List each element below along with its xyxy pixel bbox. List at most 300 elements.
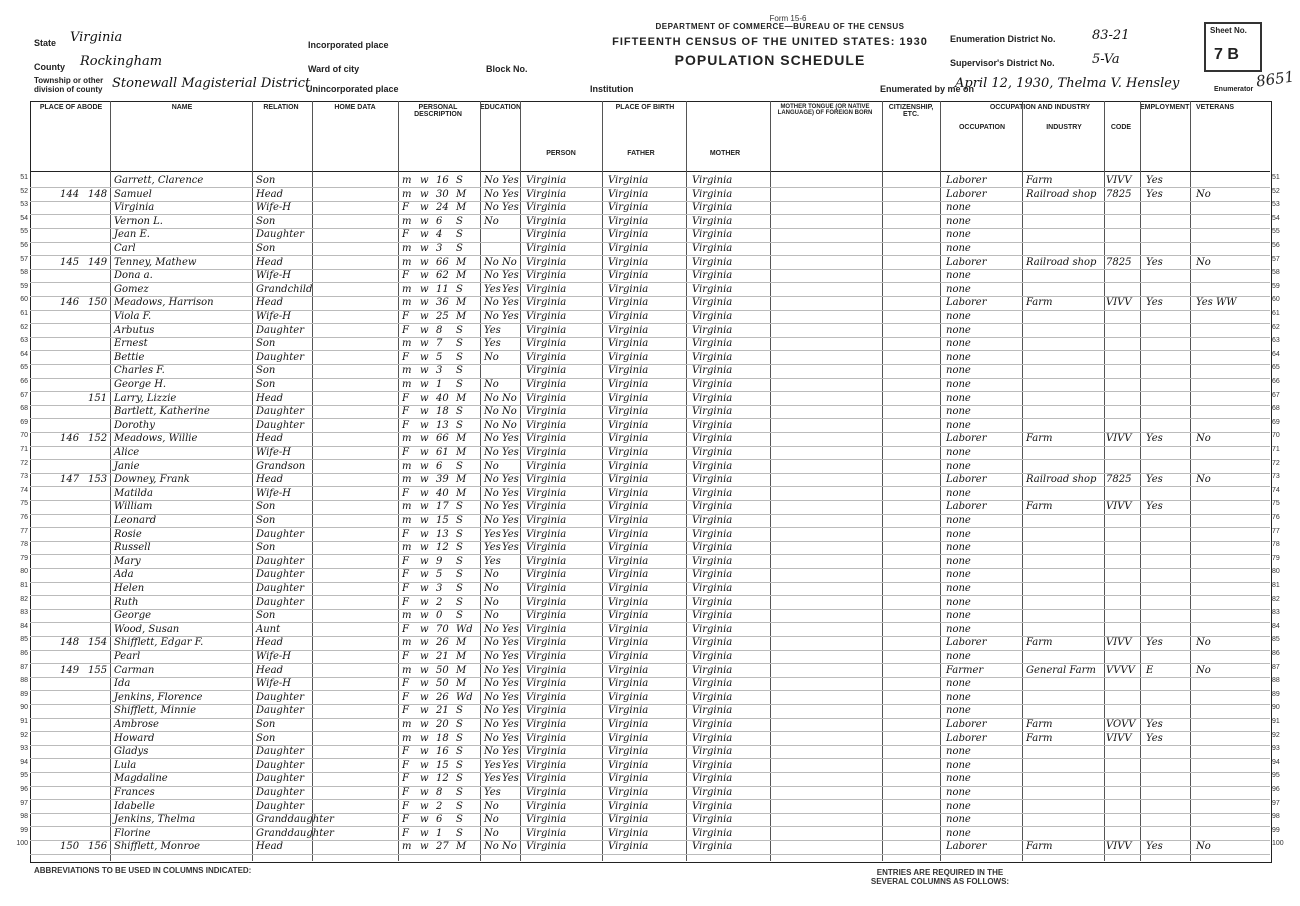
- sex: m: [402, 719, 412, 730]
- table-row: [30, 460, 1270, 474]
- birthplace-person: Virginia: [526, 542, 567, 554]
- age: 5: [436, 569, 443, 581]
- line-number-right: 76: [1272, 514, 1280, 521]
- industry: Farm: [1026, 433, 1053, 445]
- marital-status: S: [456, 528, 463, 540]
- line-number: 67: [20, 391, 28, 399]
- relation: Head: [256, 392, 284, 404]
- table-row: [30, 732, 1270, 746]
- line-number-right: 91: [1272, 718, 1280, 725]
- relation: Head: [256, 841, 284, 853]
- veteran: No: [1196, 433, 1211, 445]
- relation: Son: [256, 175, 276, 186]
- marital-status: S: [456, 814, 463, 826]
- attended-school: No: [484, 447, 499, 458]
- line-number: 51: [20, 174, 28, 181]
- marital-status: M: [456, 297, 467, 309]
- can-read: Yes: [502, 678, 519, 690]
- line-number: 71: [20, 446, 28, 453]
- race: w: [420, 678, 429, 690]
- birthplace-father: Virginia: [608, 379, 649, 390]
- sex: m: [402, 610, 412, 622]
- line-number-right: 70: [1272, 432, 1280, 440]
- age: 0: [436, 610, 443, 622]
- birthplace-person: Virginia: [526, 202, 567, 214]
- line-number-right: 74: [1272, 486, 1280, 494]
- sex: F: [402, 555, 409, 567]
- line-number-right: 63: [1272, 337, 1280, 345]
- subhdr-code: CODE: [1110, 124, 1132, 131]
- marital-status: S: [456, 175, 463, 186]
- county-label: County: [34, 62, 65, 72]
- line-number: 99: [20, 826, 28, 834]
- person-name: Bartlett, Katherine: [114, 406, 210, 418]
- age: 6: [436, 215, 443, 227]
- occupation-code: VIVV: [1106, 732, 1132, 744]
- occupation: Laborer: [946, 175, 987, 186]
- marital-status: S: [456, 610, 463, 622]
- veteran: No: [1196, 474, 1211, 486]
- relation: Daughter: [256, 583, 304, 594]
- sex: F: [402, 691, 409, 703]
- race: w: [420, 746, 429, 758]
- line-number-right: 57: [1272, 255, 1280, 263]
- occupation: none: [946, 773, 971, 785]
- marital-status: M: [456, 311, 467, 322]
- birthplace-mother: Virginia: [692, 583, 733, 594]
- occupation-code: VIVV: [1106, 841, 1132, 853]
- relation: Daughter: [256, 229, 304, 241]
- sex: F: [402, 678, 409, 690]
- age: 2: [436, 596, 443, 608]
- occupation: none: [946, 215, 971, 227]
- relation: Daughter: [256, 746, 304, 758]
- attended-school: No: [484, 175, 499, 186]
- birthplace-father: Virginia: [608, 664, 649, 676]
- age: 24: [436, 202, 449, 214]
- can-read: Yes: [502, 664, 519, 676]
- birthplace-mother: Virginia: [692, 460, 733, 472]
- birthplace-person: Virginia: [526, 324, 567, 336]
- industry: Farm: [1026, 732, 1053, 744]
- dwelling-number: 149: [60, 664, 80, 676]
- birthplace-person: Virginia: [526, 270, 567, 282]
- occupation-code: VIVV: [1106, 433, 1132, 445]
- age: 13: [436, 419, 449, 431]
- occupation: none: [946, 814, 971, 826]
- can-read: Yes: [502, 759, 519, 771]
- line-number: 95: [20, 772, 28, 780]
- birthplace-mother: Virginia: [692, 338, 733, 350]
- enumerated-value: April 12, 1930, Thelma V. Hensley: [955, 76, 1180, 91]
- line-number: 88: [20, 677, 28, 685]
- birthplace-father: Virginia: [608, 678, 649, 690]
- person-name: Arbutus: [114, 324, 155, 336]
- industry: General Farm: [1026, 664, 1096, 676]
- age: 16: [436, 746, 449, 758]
- employed: Yes: [1146, 175, 1163, 186]
- occupation-code: 7825: [1106, 474, 1132, 486]
- birthplace-person: Virginia: [526, 841, 567, 853]
- line-number: 52: [20, 187, 28, 195]
- person-name: Alice: [114, 447, 140, 458]
- can-read: No: [502, 392, 517, 404]
- age: 15: [436, 515, 449, 526]
- line-number-right: 83: [1272, 609, 1280, 617]
- birthplace-person: Virginia: [526, 814, 567, 826]
- person-name: Idabelle: [114, 800, 155, 812]
- birthplace-mother: Virginia: [692, 283, 733, 295]
- sex: F: [402, 773, 409, 785]
- race: w: [420, 311, 429, 322]
- race: w: [420, 705, 429, 717]
- birthplace-person: Virginia: [526, 351, 567, 363]
- sex: F: [402, 787, 409, 798]
- can-read: Yes: [502, 542, 519, 554]
- person-name: Tenney, Mathew: [114, 256, 197, 268]
- birthplace-mother: Virginia: [692, 487, 733, 499]
- relation: Head: [256, 297, 284, 309]
- race: w: [420, 542, 429, 554]
- line-number: 79: [20, 554, 28, 562]
- township-value: Stonewall Magisterial District: [112, 76, 311, 91]
- race: w: [420, 175, 429, 186]
- occupation: none: [946, 787, 971, 798]
- attended-school: No: [484, 596, 499, 608]
- relation: Head: [256, 474, 284, 486]
- col-home-data: HOME DATA: [334, 104, 376, 111]
- birthplace-mother: Virginia: [692, 243, 733, 254]
- line-number-right: 58: [1272, 269, 1280, 277]
- marital-status: S: [456, 800, 463, 812]
- birthplace-person: Virginia: [526, 759, 567, 771]
- line-number-right: 99: [1272, 826, 1280, 834]
- sex: F: [402, 759, 409, 771]
- sheet-number-box: [1204, 22, 1262, 72]
- birthplace-mother: Virginia: [692, 555, 733, 567]
- marital-status: M: [456, 841, 467, 853]
- race: w: [420, 202, 429, 214]
- birthplace-mother: Virginia: [692, 691, 733, 703]
- occupation: none: [946, 746, 971, 758]
- race: w: [420, 270, 429, 282]
- birthplace-person: Virginia: [526, 392, 567, 404]
- race: w: [420, 664, 429, 676]
- family-number: 148: [88, 188, 108, 200]
- table-row: [30, 636, 1270, 650]
- marital-status: S: [456, 515, 463, 526]
- birthplace-father: Virginia: [608, 365, 649, 377]
- marital-status: S: [456, 406, 463, 418]
- occupation: none: [946, 827, 971, 839]
- line-number-right: 80: [1272, 568, 1280, 576]
- can-read: No: [502, 419, 517, 431]
- line-number: 89: [20, 690, 28, 698]
- table-row: [30, 446, 1270, 460]
- occupation: none: [946, 351, 971, 363]
- relation: Wife-H: [256, 678, 292, 690]
- line-number-right: 67: [1272, 391, 1280, 399]
- sex: m: [402, 501, 412, 513]
- birthplace-person: Virginia: [526, 433, 567, 445]
- relation: Daughter: [256, 406, 304, 418]
- marital-status: M: [456, 392, 467, 404]
- can-read: Yes: [502, 705, 519, 717]
- age: 7: [436, 338, 443, 350]
- entries-title: ENTRIES ARE REQUIRED IN THE SEVERAL COLUMNS AS FOLLOWS:: [870, 868, 1010, 886]
- race: w: [420, 406, 429, 418]
- attended-school: No: [484, 515, 499, 526]
- relation: Head: [256, 664, 284, 676]
- line-number: 61: [20, 310, 28, 317]
- line-number: 54: [20, 214, 28, 222]
- race: w: [420, 528, 429, 540]
- sex: m: [402, 338, 412, 350]
- line-number: 98: [20, 813, 28, 821]
- birthplace-mother: Virginia: [692, 365, 733, 377]
- marital-status: M: [456, 474, 467, 486]
- sex: F: [402, 406, 409, 418]
- birthplace-father: Virginia: [608, 202, 649, 214]
- race: w: [420, 447, 429, 458]
- age: 21: [436, 705, 449, 717]
- attended-school: No: [484, 270, 499, 282]
- race: w: [420, 243, 429, 254]
- line-number-right: 96: [1272, 786, 1280, 793]
- age: 3: [436, 365, 443, 377]
- occupation: none: [946, 515, 971, 526]
- birthplace-mother: Virginia: [692, 474, 733, 486]
- family-number: 151: [88, 392, 108, 404]
- marital-status: S: [456, 759, 463, 771]
- employed: Yes: [1146, 719, 1163, 730]
- state-value: Virginia: [70, 30, 123, 45]
- line-number-right: 73: [1272, 473, 1280, 481]
- sex: m: [402, 637, 412, 649]
- marital-status: S: [456, 569, 463, 581]
- race: w: [420, 773, 429, 785]
- line-number-right: 52: [1272, 187, 1280, 195]
- occupation: none: [946, 542, 971, 554]
- col-education: EDUCATION: [480, 104, 522, 111]
- table-row: [30, 174, 1270, 188]
- line-number-right: 85: [1272, 636, 1280, 644]
- birthplace-mother: Virginia: [692, 229, 733, 241]
- veteran: No: [1196, 664, 1211, 676]
- birthplace-father: Virginia: [608, 243, 649, 254]
- table-row: [30, 555, 1270, 569]
- attended-school: No: [484, 583, 499, 594]
- occupation: none: [946, 528, 971, 540]
- relation: Son: [256, 379, 276, 390]
- birthplace-person: Virginia: [526, 256, 567, 268]
- table-row: [30, 704, 1270, 718]
- line-number-right: 79: [1272, 554, 1280, 562]
- line-number-right: 61: [1272, 310, 1280, 317]
- occupation: Farmer: [946, 664, 984, 676]
- birthplace-father: Virginia: [608, 787, 649, 798]
- relation: Daughter: [256, 419, 304, 431]
- occupation-code: VVVV: [1106, 664, 1135, 676]
- table-row: [30, 745, 1270, 759]
- relation: Wife-H: [256, 487, 292, 499]
- line-number: 56: [20, 242, 28, 249]
- person-name: Janie: [114, 460, 140, 472]
- line-number: 91: [20, 718, 28, 725]
- col-place-of-abode: PLACE OF ABODE: [39, 104, 103, 111]
- birthplace-person: Virginia: [526, 338, 567, 350]
- relation: Daughter: [256, 800, 304, 812]
- sex: F: [402, 351, 409, 363]
- subhdr-industry: INDUSTRY: [1046, 124, 1082, 131]
- marital-status: Wd: [456, 623, 473, 635]
- birthplace-father: Virginia: [608, 719, 649, 730]
- attended-school: No: [484, 433, 499, 445]
- table-row: [30, 432, 1270, 446]
- relation: Daughter: [256, 569, 304, 581]
- birthplace-mother: Virginia: [692, 637, 733, 649]
- birthplace-person: Virginia: [526, 691, 567, 703]
- line-number-right: 88: [1272, 677, 1280, 685]
- birthplace-person: Virginia: [526, 297, 567, 309]
- sex: m: [402, 515, 412, 526]
- relation: Wife-H: [256, 270, 292, 282]
- person-name: Carman: [114, 664, 155, 676]
- marital-status: S: [456, 338, 463, 350]
- can-read: No: [502, 841, 517, 853]
- race: w: [420, 297, 429, 309]
- birthplace-person: Virginia: [526, 501, 567, 513]
- dwelling-number: 146: [60, 433, 80, 445]
- sex: m: [402, 215, 412, 227]
- family-number: 155: [88, 664, 108, 676]
- birthplace-father: Virginia: [608, 188, 649, 200]
- line-number: 96: [20, 786, 28, 793]
- person-name: Jenkins, Florence: [114, 691, 203, 703]
- relation: Aunt: [256, 623, 281, 635]
- age: 2: [436, 800, 443, 812]
- marital-status: Wd: [456, 691, 473, 703]
- birthplace-father: Virginia: [608, 555, 649, 567]
- birthplace-person: Virginia: [526, 229, 567, 241]
- occupation-code: VIVV: [1106, 175, 1132, 186]
- birthplace-person: Virginia: [526, 664, 567, 676]
- marital-status: S: [456, 719, 463, 730]
- birthplace-person: Virginia: [526, 705, 567, 717]
- attended-school: No: [484, 379, 499, 390]
- relation: Son: [256, 515, 276, 526]
- supervisor-label: Supervisor's District No.: [950, 58, 1055, 68]
- birthplace-mother: Virginia: [692, 542, 733, 554]
- table-row: [30, 364, 1270, 378]
- employed: Yes: [1146, 433, 1163, 445]
- line-number: 84: [20, 622, 28, 630]
- birthplace-person: Virginia: [526, 827, 567, 839]
- birthplace-mother: Virginia: [692, 270, 733, 282]
- relation: Son: [256, 365, 276, 377]
- line-number: 59: [20, 282, 28, 290]
- attended-school: No: [484, 419, 499, 431]
- veteran: No: [1196, 188, 1211, 200]
- person-name: Dona a.: [114, 270, 153, 282]
- relation: Son: [256, 501, 276, 513]
- sex: F: [402, 270, 409, 282]
- sex: F: [402, 814, 409, 826]
- sex: F: [402, 324, 409, 336]
- race: w: [420, 256, 429, 268]
- marital-status: S: [456, 243, 463, 254]
- birthplace-person: Virginia: [526, 406, 567, 418]
- birthplace-mother: Virginia: [692, 678, 733, 690]
- birthplace-mother: Virginia: [692, 841, 733, 853]
- occupation: Laborer: [946, 719, 987, 730]
- birthplace-person: Virginia: [526, 474, 567, 486]
- person-name: Garrett, Clarence: [114, 175, 204, 186]
- occupation: Laborer: [946, 637, 987, 649]
- line-number: 81: [20, 582, 28, 589]
- birthplace-father: Virginia: [608, 759, 649, 771]
- relation: Wife-H: [256, 202, 292, 214]
- dwelling-number: 145: [60, 256, 80, 268]
- occupation: none: [946, 651, 971, 662]
- race: w: [420, 610, 429, 622]
- can-read: Yes: [502, 691, 519, 703]
- birthplace-mother: Virginia: [692, 528, 733, 540]
- age: 16: [436, 175, 449, 186]
- birthplace-father: Virginia: [608, 311, 649, 322]
- person-name: Bettie: [114, 351, 145, 363]
- race: w: [420, 623, 429, 635]
- attended-school: Yes: [484, 759, 501, 771]
- birthplace-mother: Virginia: [692, 787, 733, 798]
- marital-status: M: [456, 447, 467, 458]
- line-number: 76: [20, 514, 28, 521]
- birthplace-person: Virginia: [526, 678, 567, 690]
- occupation: none: [946, 623, 971, 635]
- industry: Farm: [1026, 637, 1053, 649]
- birthplace-person: Virginia: [526, 800, 567, 812]
- line-number: 80: [20, 568, 28, 576]
- age: 1: [436, 827, 443, 839]
- line-number-right: 94: [1272, 758, 1280, 766]
- table-row: [30, 840, 1270, 854]
- race: w: [420, 759, 429, 771]
- relation: Son: [256, 338, 276, 350]
- table-row: [30, 473, 1270, 487]
- birthplace-father: Virginia: [608, 501, 649, 513]
- occupation: none: [946, 311, 971, 322]
- birthplace-father: Virginia: [608, 474, 649, 486]
- person-name: Mary: [114, 555, 141, 567]
- can-read: Yes: [502, 746, 519, 758]
- sex: F: [402, 623, 409, 635]
- attended-school: No: [484, 188, 499, 200]
- occupation: none: [946, 569, 971, 581]
- sex: m: [402, 542, 412, 554]
- line-number: 72: [20, 459, 28, 467]
- table-row: [30, 188, 1270, 202]
- birthplace-father: Virginia: [608, 392, 649, 404]
- relation: Daughter: [256, 528, 304, 540]
- family-number: 154: [88, 637, 108, 649]
- attended-school: No: [484, 351, 499, 363]
- person-name: Russell: [114, 542, 151, 554]
- person-name: Larry, Lizzie: [114, 392, 177, 404]
- line-number-right: 89: [1272, 690, 1280, 698]
- line-number-right: 98: [1272, 813, 1280, 821]
- col-name: NAME: [171, 104, 193, 111]
- sex: F: [402, 596, 409, 608]
